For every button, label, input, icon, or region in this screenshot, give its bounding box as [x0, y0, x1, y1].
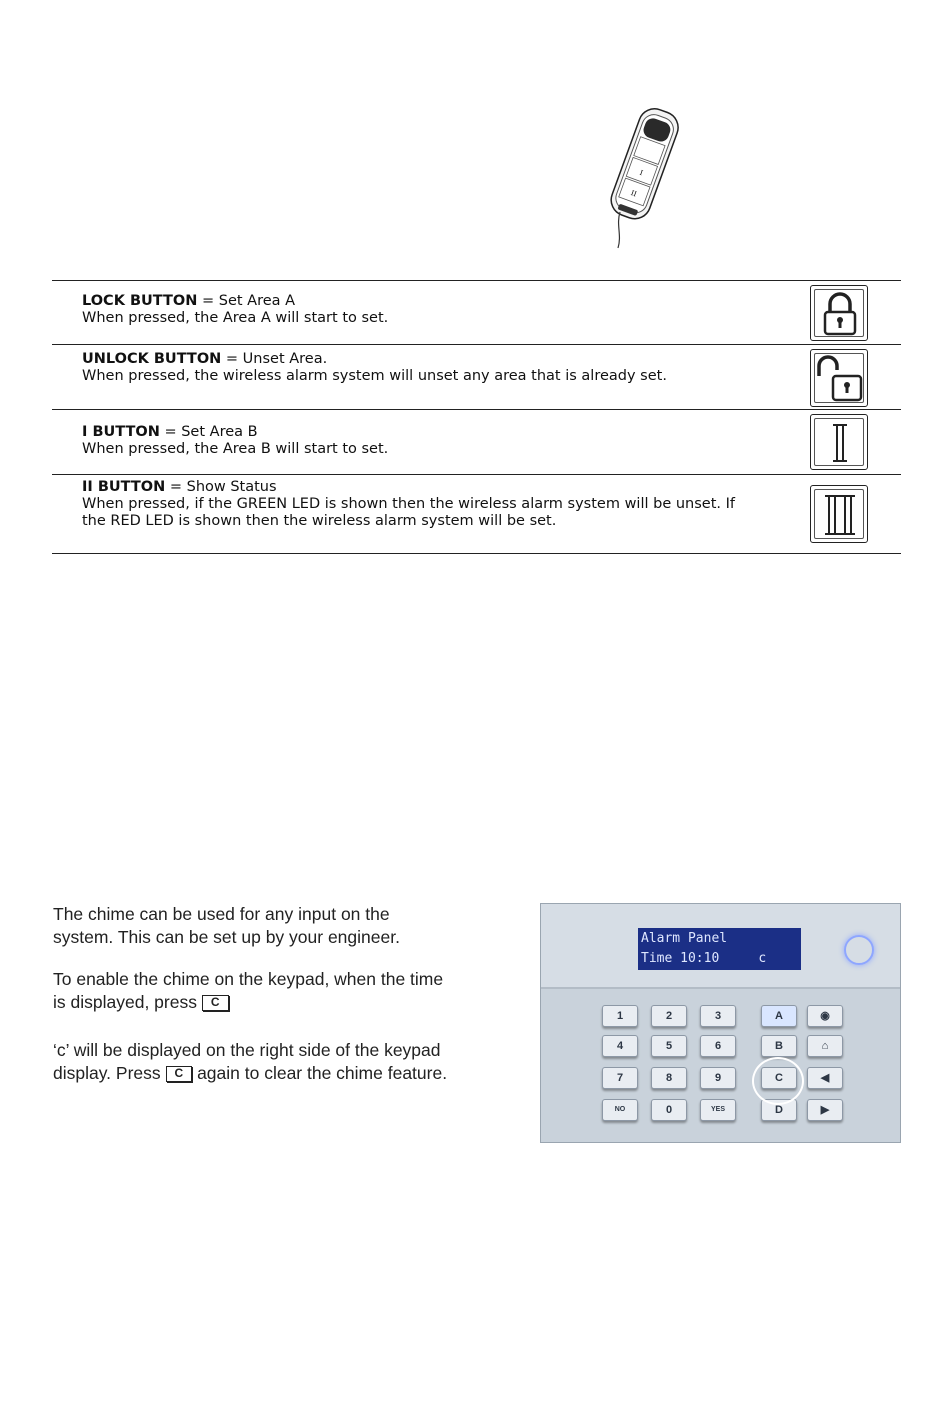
- remote-buttons-table: [52, 280, 901, 554]
- i-button-desc: When pressed, the Area B will start to set.: [82, 441, 389, 457]
- key-a: A: [761, 1005, 797, 1027]
- lock-button-title: LOCK BUTTON: [82, 293, 198, 309]
- ii-button-desc: When pressed, if the GREEN LED is shown then the wireless alarm system will be unset. If the RED LED is shown then the wireless alarm system will be set.: [82, 496, 736, 529]
- key-3: 3: [700, 1005, 736, 1027]
- c-key-icon-2: C: [166, 1066, 193, 1082]
- i-button-function: = Set Area B: [159, 424, 258, 440]
- key-0: 0: [651, 1099, 687, 1121]
- key-7: 7: [602, 1067, 638, 1089]
- lock-button-function: = Set Area A: [197, 293, 296, 309]
- unlock-button-title: UNLOCK BUTTON: [82, 351, 222, 367]
- keypad-top-panel: [541, 904, 900, 989]
- key-6: 6: [700, 1035, 736, 1057]
- lock-button-row: [52, 281, 901, 345]
- c-key-highlight-circle: [752, 1057, 804, 1105]
- key-5: 5: [651, 1035, 687, 1057]
- key-no: NO: [602, 1099, 638, 1121]
- key-d: D: [761, 1099, 797, 1121]
- chime-display-text: ‘c’ will be displayed on the right side of the keypad display. Press: [53, 1040, 441, 1083]
- key-b: B: [761, 1035, 797, 1057]
- i-button-row: [52, 410, 901, 475]
- key-1: 1: [602, 1005, 638, 1027]
- home-icon: ⌂: [807, 1035, 843, 1057]
- left-arrow-icon: ◀: [807, 1067, 843, 1089]
- c-key-icon: C: [202, 995, 229, 1011]
- key-9: 9: [700, 1067, 736, 1089]
- unlock-button-desc: When pressed, the wireless alarm system will unset any area that is already set.: [82, 368, 667, 384]
- key-yes: YES: [700, 1099, 736, 1121]
- fob-label-ii: II: [629, 189, 638, 199]
- ii-button-row: [52, 475, 901, 554]
- roman-two-icon: [810, 485, 868, 543]
- chime-paragraph-3: [53, 1039, 453, 1084]
- chime-paragraph-1: The chime can be used for any input on the system. This can be set up by your engineer.: [53, 904, 400, 947]
- key-8: 8: [651, 1067, 687, 1089]
- ii-button-title: II BUTTON: [82, 479, 166, 495]
- brand-logo-icon: [844, 935, 874, 965]
- chime-enable-text: To enable the chime on the keypad, when the time is displayed, press: [53, 969, 444, 1012]
- ii-button-function: = Show Status: [165, 479, 277, 495]
- panic-icon: ◉: [807, 1005, 843, 1027]
- keypad-image: [540, 903, 901, 1143]
- unlock-button-function: = Unset Area.: [221, 351, 328, 367]
- key-4: 4: [602, 1035, 638, 1057]
- display-line-1: Alarm Panel: [641, 931, 728, 946]
- chime-clear-text: again to clear the chime feature.: [197, 1062, 448, 1083]
- keypad-display: [638, 928, 801, 970]
- lock-button-desc: When pressed, the Area A will start to set.: [82, 310, 389, 326]
- chime-instructions: [53, 903, 453, 1104]
- key-c: C: [761, 1067, 797, 1089]
- fob-label-i: I: [638, 168, 644, 178]
- display-line-2: Time 10:10 c: [641, 951, 767, 966]
- padlock-locked-icon: [810, 285, 868, 341]
- chime-paragraph-2: [53, 968, 453, 1013]
- right-arrow-icon: ▶: [807, 1099, 843, 1121]
- roman-one-icon: [810, 414, 868, 470]
- key-fob-image: [596, 100, 696, 250]
- padlock-unlocked-icon: [810, 349, 868, 407]
- i-button-title: I BUTTON: [82, 424, 160, 440]
- key-2: 2: [651, 1005, 687, 1027]
- unlock-button-row: [52, 345, 901, 410]
